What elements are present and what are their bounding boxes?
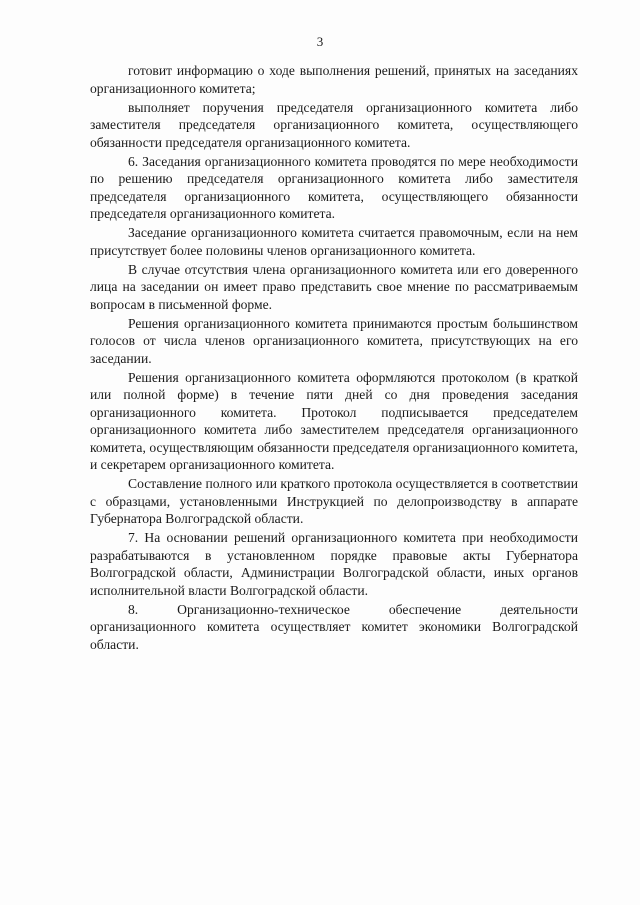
paragraph-decisions-voting: Решения организационного комитета принимаются простым большинством голосов от числа членов организационного комитета, присутствующих на его заседании. <box>90 315 578 366</box>
paragraph-quorum: Заседание организационного комитета считается правомочным, если на нем присутствует более половины членов организационного комитета. <box>90 225 578 258</box>
paragraph-absent-member: В случае отсутствия члена организационного комитета или его доверенного лица на заседании он имеет право представить свое мнение по рассматриваемым вопросам в письменной форме. <box>90 261 578 312</box>
paragraph-decisions-protocol: Решения организационного комитета оформляются протоколом (в краткой или полной форме) в течение пяти дней со дня проведения заседания организационного комитета. Протокол подписывается председателем организационного комитета либо заместителем председателя организационного комитета, осуществляющим обязанности председателя организационного комитета, и секретарем организационного комитета. <box>90 369 578 472</box>
document-body <box>90 62 578 655</box>
paragraph-7-legal-acts: 7. На основании решений организационного комитета при необходимости разрабатываются в установленном порядке правовые акты Губернатора Волгоградской области, Администрации Волгоградской области, иных органов исполнительной власти Волгоградской области. <box>90 530 578 598</box>
paragraph-protocol-preparation: Составление полного или краткого протокола осуществляется в соответствии с образцами, установленными Инструкцией по делопроизводству в аппарате Губернатора Волгоградской области. <box>90 476 578 526</box>
paragraph-secretary-instructions-duty: выполняет поручения председателя организационного комитета либо заместителя председателя организационного комитета, осуществляющего обязанности председателя организационного комитета. <box>90 99 578 150</box>
paragraph-8-technical-support: 8. Организационно-техническое обеспечение деятельности организационного комитета осуществляет комитет экономики Волгоградской области. <box>90 601 578 652</box>
paragraph-secretary-info-duty: готовит информацию о ходе выполнения решений, принятых на заседаниях организационного комитета; <box>90 63 578 96</box>
paragraph-6-meetings: 6. Заседания организационного комитета проводятся по мере необходимости по решению председателя организационного комитета либо заместителя председателя организационного комитета, осуществляющего обязанности председателя организационного комитета. <box>90 153 578 221</box>
page-number: 3 <box>316 34 324 49</box>
